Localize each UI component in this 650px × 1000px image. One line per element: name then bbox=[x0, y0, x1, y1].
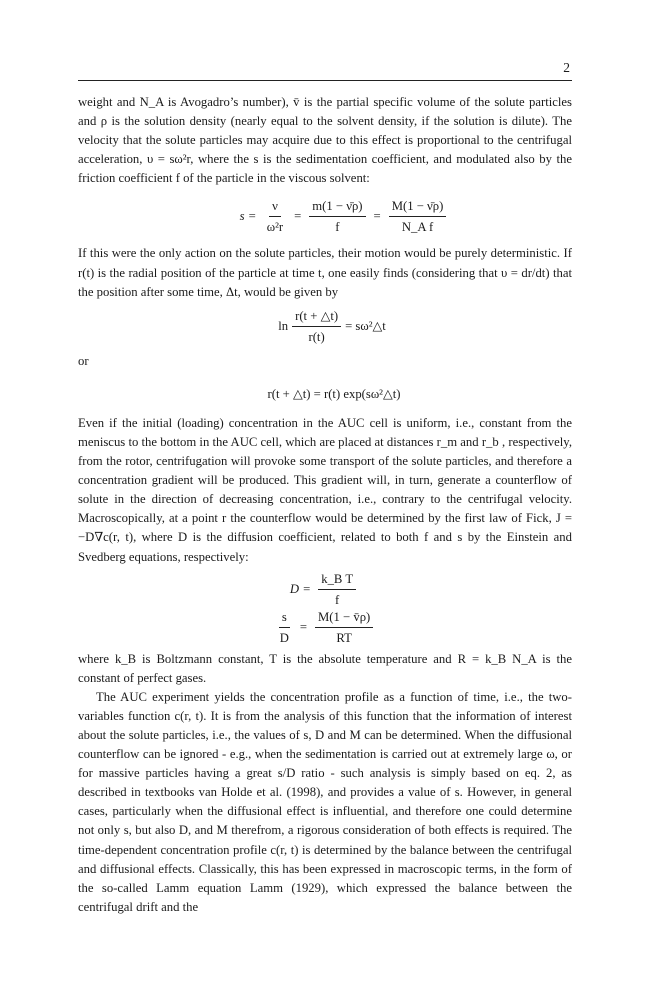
header-rule bbox=[78, 80, 572, 81]
paragraph-5: The AUC experiment yields the concentration profile as a function of time, i.e., the two-variables function c(r, t). It is from the analysis of this function that the information of interest about the solute particles, i.e., the values of s, D and M can be determined. When the diffusional counterflow can be ignored - e.g., when the sedimentation is carried out at extremely large ω, or for massive particles having a great s/D ratio - such analysis is simply based on eq. 2, as described in textbooks van Holde et al. (1998), and provides a value of s. However, in general cases, particularly when the diffusional effect is influential, and therefore one could determine not only s, but also D, and M therefrom, a rigorous consideration of both effects is required. The time-dependent concentration profile c(r, t) is determined by the balance between the centrifugal and diffusional effects. Classically, this has been expressed in macroscopic terms, in the form of the so-called Lamm equation Lamm (1929), which expressed the balance between the centrifugal drift and the bbox=[78, 689, 572, 914]
equation-sedimentation: s = $\frac{\nu}{\text{ω²r}}$ = $\frac{m(1 - \nū\rho)}{f}$ = $\frac{M(1 - \nū\rho)}{\text{N\_A f}}$ bbox=[118, 188, 572, 244]
equation-log-position: ln $\frac{r(t + \triangle t)}{r(t)}$ = sω²△t bbox=[278, 309, 386, 345]
page-body bbox=[78, 93, 572, 917]
paragraph-3: Even if the initial (loading) concentration in the AUC cell is uniform, i.e., constant from the meniscus to the bottom in the AUC cell, which are placed at distances r_m and r_b , respectively, from the rotor, centrifugation will provoke some transport of the solute particles, and therefore a concentration gradient will be produced. This gradient will, in turn, generate a counterflow of solute in the direction of decreasing concentration, i.e., contrary to the centrifugal velocity. Macroscopically, at a point r the counterflow would be determined by the first law of Fick, J = −D∇c(r, t), where D is the diffusion coefficient, related to both f and s by the Einstein and Svedberg equations, respectively: bbox=[78, 415, 572, 564]
eq1-lhs: s bbox=[239, 208, 245, 223]
page-number: 2 bbox=[563, 60, 570, 75]
eq1-fraction-3: $\frac{M(1 - \nū\rho)}{\text{N\_A f}}$ bbox=[389, 198, 447, 235]
equations-einstein-svedberg bbox=[78, 571, 572, 647]
eq2-fraction: $\frac{r(t + \triangle t)}{r(t)}$ bbox=[292, 308, 341, 345]
paragraph-2: If this were the only action on the solute particles, their motion would be purely deterministic. If r(t) is the radial position of the particle at time t, one easily finds (considering that υ = dr/dt) that the position after some time, Δt, would be given by bbox=[78, 246, 572, 299]
eq1-fraction-1: $\frac{\nu}{\text{ω²r}}$ bbox=[266, 198, 284, 234]
equation-svedberg: $\frac{s}{D}$ = $\frac{M(1 - v̄\rho)}{RT}$ bbox=[273, 609, 378, 647]
equation-exp-position: r(t + △t) = r(t) exp(sω²△t) bbox=[267, 387, 401, 402]
or-text: or bbox=[78, 353, 89, 368]
paragraph-1: weight and N_A is Avogadro’s number), v̄ is the partial specific volume of the solute particles and ρ is the solution density (nearly equal to the solvent density, if the solution is dilute). The velocity that the solute particles may acquire due to this effect is proportional to the centrifugal acceleration, υ = sω²r, where the s is the sedimentation coefficient, and modulated also by the friction coefficient f of the particle in the viscous solvent: bbox=[78, 95, 572, 186]
eq1-fraction-2: $\frac{m(1 - \nū\rho)}{f}$ bbox=[309, 198, 365, 235]
paragraph-4: where k_B is Boltzmann constant, T is the absolute temperature and R = k_B N_A is the constant of perfect gases. bbox=[78, 651, 572, 685]
equation-einstein: D = $\frac{\text{k\_B T}}{f}$ bbox=[290, 571, 360, 609]
